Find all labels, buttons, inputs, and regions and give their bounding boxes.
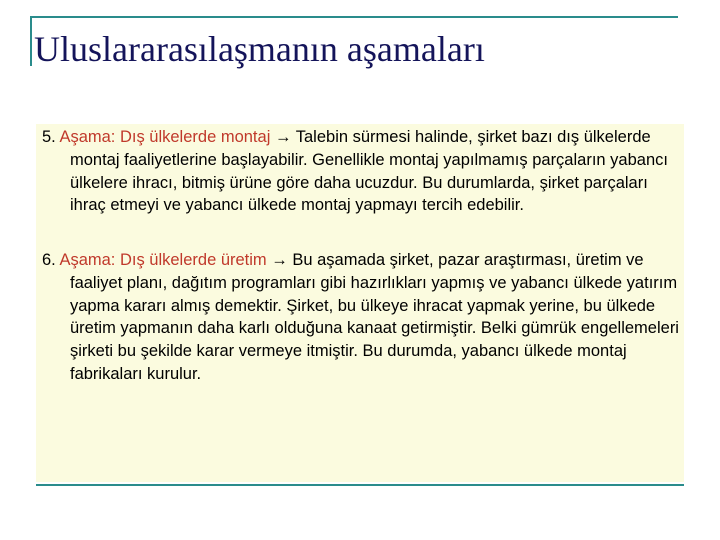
title-left-rule [30,16,32,66]
stage-5-description: → Talebin sürmesi halinde, şirket bazı dış ülkelerde montaj faaliyetlerine başlayabilir. Genellikle montaj yapılmamış parçaların yabancı ülkelere ihracı, bitmiş ürüne göre daha ucuzdur. Bu durumlarda, şirket parçaları ihraç etmeyi ve yabancı ülkede montaj yapmayı tercih edebilir. [70,128,668,215]
stage-5-paragraph [42,126,682,217]
stage-5-title: Aşama: Dış ülkelerde montaj [59,128,271,146]
stage-6-number: 6. [42,251,60,269]
slide-title: Uluslararasılaşmanın aşamaları [34,29,485,69]
stage-6-paragraph [42,249,682,386]
stage-5-number: 5. [42,128,60,146]
content-bottom-rule [36,484,684,486]
stage-6-title: Aşama: Dış ülkelerde üretim [59,251,267,269]
title-top-rule [30,16,678,18]
stage-6-description: → Bu aşamada şirket, pazar araştırması, üretim ve faaliyet planı, dağıtım programları gibi hazırlıkları yapmış ve yabancı ülkede yatırım yapma kararı almış demektir. Şirket, bu ülkeye ihracat yapmak yerine, bu ülkede üretim yapmanın daha karlı olduğuna kanaat getirmiştir. Belki gümrük engellemeleri şirketi bu şekilde karar vermeye itmiştir. Bu durumda, yabancı ülkede montaj fabrikaları kurulur. [70,251,679,383]
